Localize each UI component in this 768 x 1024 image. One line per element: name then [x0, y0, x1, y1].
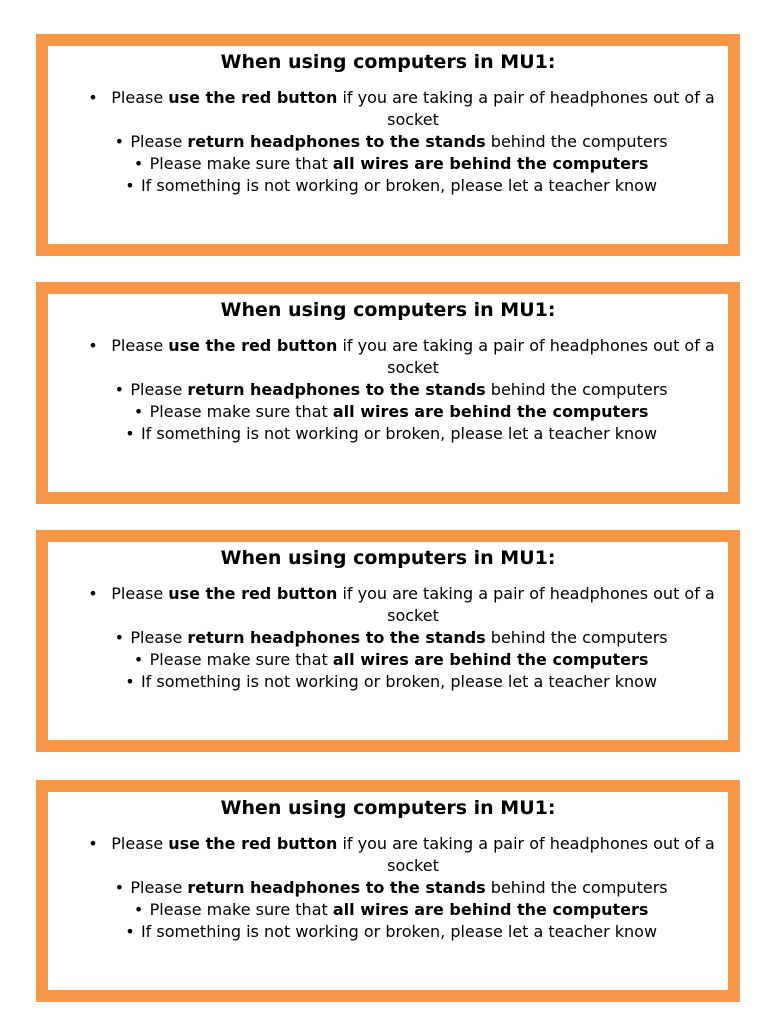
rule-emphasis: return headphones to the stands — [187, 380, 486, 399]
rule-text: If something is not working or broken, please let a teacher know — [140, 672, 658, 691]
rule-text: if you are taking a pair of headphones out of a socket — [337, 584, 715, 625]
rule-text: if you are taking a pair of headphones out of a socket — [337, 88, 715, 129]
bullet-icon: • — [88, 88, 98, 107]
bullet-icon: • — [114, 628, 125, 647]
bullet-icon: • — [133, 402, 144, 421]
rule-text: Please make sure that — [149, 154, 333, 173]
bullet-icon: • — [133, 900, 144, 919]
bullet-icon: • — [88, 584, 98, 603]
bullet-icon: • — [125, 424, 135, 443]
bullet-icon: • — [114, 132, 125, 151]
rule-list — [48, 335, 728, 445]
rule-emphasis: use the red button — [168, 584, 338, 603]
card-title: When using computers in MU1: — [220, 299, 556, 321]
rule-text: behind the computers — [485, 132, 668, 151]
rule-item — [48, 401, 728, 423]
rule-item — [48, 627, 728, 649]
rule-item — [48, 335, 728, 379]
rule-list — [48, 583, 728, 693]
rule-text: If something is not working or broken, please let a teacher know — [140, 922, 658, 941]
bullet-icon: • — [88, 336, 98, 355]
rule-text: Please — [111, 834, 169, 853]
rule-emphasis: return headphones to the stands — [187, 878, 486, 897]
rule-text: Please — [111, 88, 169, 107]
rule-item — [48, 833, 728, 877]
rule-text: if you are taking a pair of headphones out of a socket — [337, 834, 715, 875]
rule-emphasis: use the red button — [168, 88, 338, 107]
bullet-icon: • — [125, 672, 135, 691]
rule-emphasis: use the red button — [168, 834, 338, 853]
notice-card — [36, 34, 740, 256]
rule-item — [48, 153, 728, 175]
bullet-icon: • — [133, 154, 144, 173]
rule-item — [48, 131, 728, 153]
rule-text: behind the computers — [485, 628, 668, 647]
rule-text: behind the computers — [485, 380, 668, 399]
rule-text: If something is not working or broken, please let a teacher know — [140, 176, 658, 195]
notice-card — [36, 780, 740, 1002]
card-title: When using computers in MU1: — [220, 797, 556, 819]
rule-text: Please — [130, 132, 188, 151]
rule-text: Please make sure that — [149, 650, 333, 669]
rule-item — [48, 649, 728, 671]
rule-emphasis: return headphones to the stands — [187, 132, 486, 151]
rule-text: Please — [130, 628, 188, 647]
bullet-icon: • — [114, 380, 125, 399]
rule-item — [48, 423, 728, 445]
rule-text: Please make sure that — [149, 402, 333, 421]
rule-emphasis: all wires are behind the computers — [332, 900, 649, 919]
rule-text: if you are taking a pair of headphones out of a socket — [337, 336, 715, 377]
rule-text: Please — [130, 380, 188, 399]
bullet-icon: • — [88, 834, 98, 853]
rule-item — [48, 899, 728, 921]
rule-item — [48, 877, 728, 899]
rule-text: behind the computers — [485, 878, 668, 897]
rule-item — [48, 921, 728, 943]
card-title: When using computers in MU1: — [220, 51, 556, 73]
rule-emphasis: all wires are behind the computers — [332, 650, 649, 669]
bullet-icon: • — [125, 922, 135, 941]
card-title: When using computers in MU1: — [220, 547, 556, 569]
rule-emphasis: all wires are behind the computers — [332, 154, 649, 173]
rule-emphasis: use the red button — [168, 336, 338, 355]
notice-card — [36, 530, 740, 752]
rule-text: Please — [130, 878, 188, 897]
rule-text: Please — [111, 336, 169, 355]
rule-text: If something is not working or broken, please let a teacher know — [140, 424, 658, 443]
rule-item — [48, 175, 728, 197]
rule-item — [48, 583, 728, 627]
bullet-icon: • — [114, 878, 125, 897]
rule-text: Please make sure that — [149, 900, 333, 919]
rule-list — [48, 833, 728, 943]
rule-list — [48, 87, 728, 197]
rule-text: Please — [111, 584, 169, 603]
rule-item — [48, 87, 728, 131]
notice-card — [36, 282, 740, 504]
rule-item — [48, 671, 728, 693]
rule-emphasis: return headphones to the stands — [187, 628, 486, 647]
rule-emphasis: all wires are behind the computers — [332, 402, 649, 421]
rule-item — [48, 379, 728, 401]
bullet-icon: • — [133, 650, 144, 669]
bullet-icon: • — [125, 176, 135, 195]
